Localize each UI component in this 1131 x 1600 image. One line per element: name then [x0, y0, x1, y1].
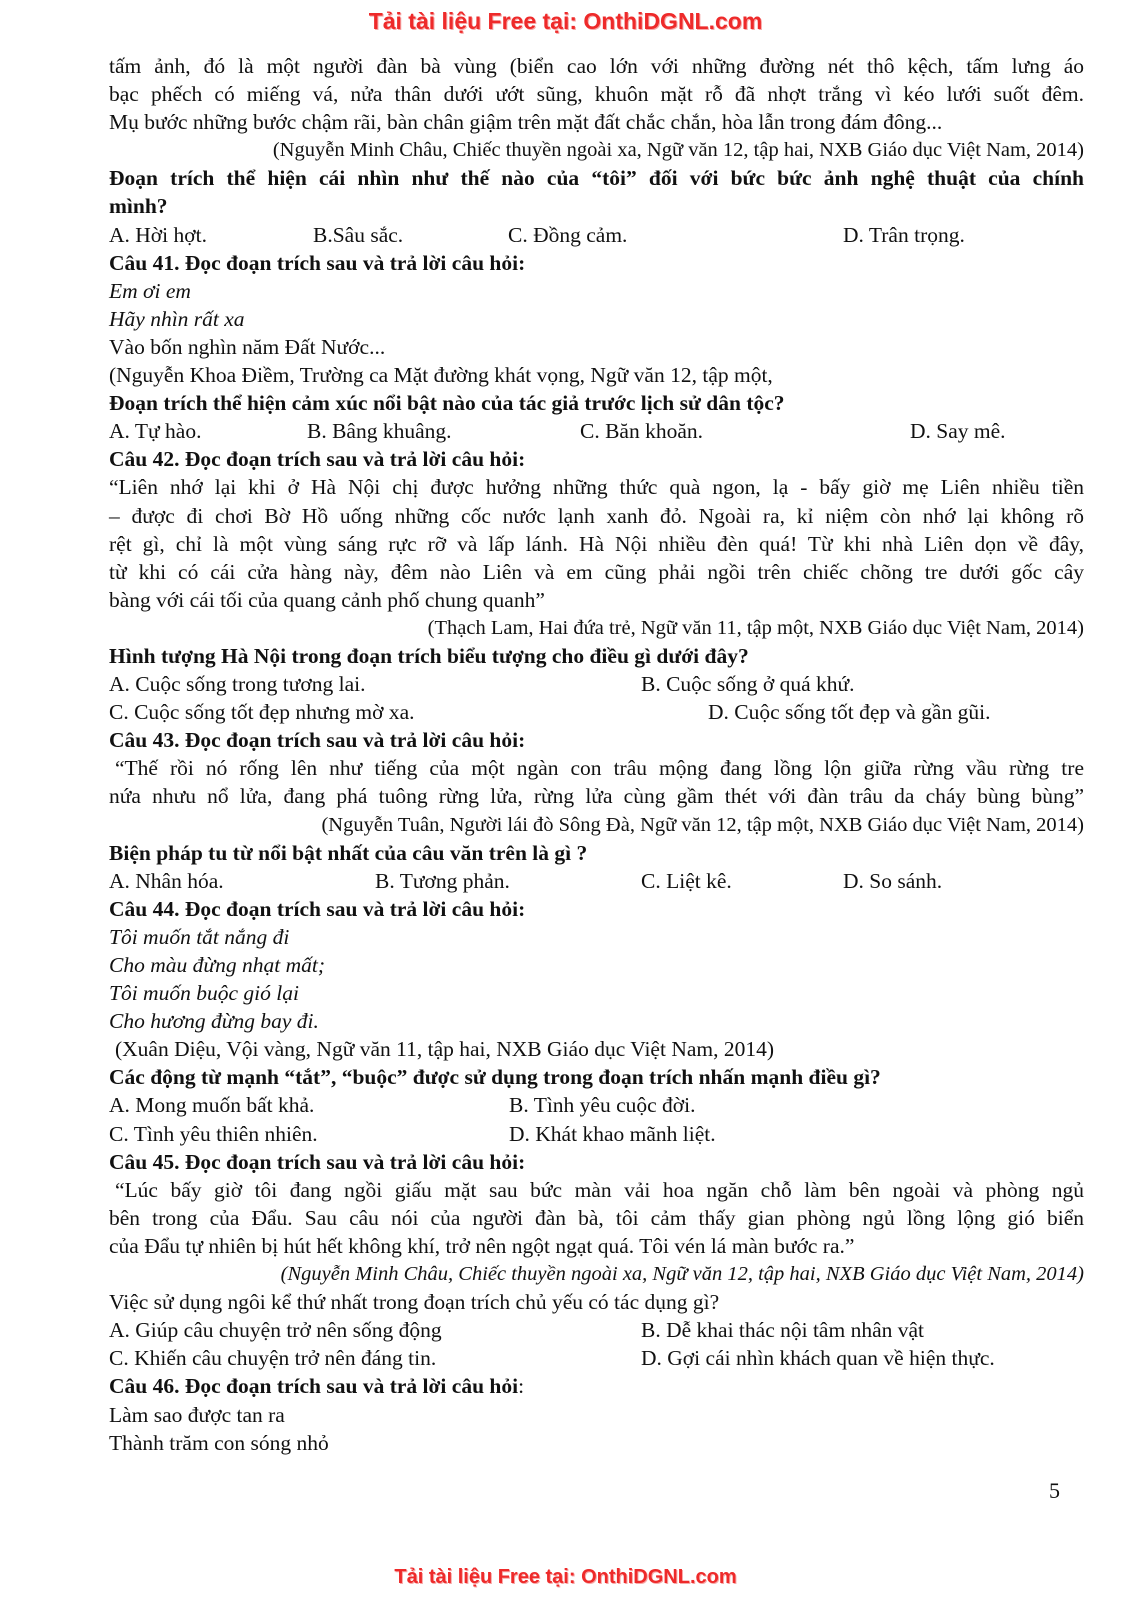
question-header: Câu 44. Đọc đoạn trích sau và trả lời câu hỏi:: [109, 896, 526, 921]
source-banner-top[interactable]: Tải tài liệu Free tại: OnthiDGNL.com: [368, 8, 763, 34]
poem-line: Cho màu đừng nhạt mất;: [109, 953, 325, 977]
option-a[interactable]: A. Nhân hóa.: [109, 868, 224, 893]
option-d[interactable]: D. Say mê.: [910, 419, 1006, 444]
option-b[interactable]: B. Dễ khai thác nội tâm nhân vật: [641, 1318, 925, 1343]
question-header: Câu 41. Đọc đoạn trích sau và trả lời câu hỏi:: [109, 250, 526, 275]
passage-line: bên trong của Đẩu. Sau câu nói của người đàn bà, tôi cảm thấy gian phòng ngủ lồng lộng gió biển: [109, 1205, 1084, 1230]
answer-options: [109, 867, 1084, 895]
option-b[interactable]: B.Sâu sắc.: [313, 222, 404, 247]
answer-options: [109, 1344, 1084, 1372]
option-d[interactable]: D. Gợi cái nhìn khách quan về hiện thực.: [641, 1346, 995, 1371]
question-header: [109, 1372, 1084, 1400]
citation: (Nguyễn Tuân, Người lái đò Sông Đà, Ngữ văn 12, tập một, NXB Giáo dục Việt Nam, 2014): [321, 813, 1084, 836]
poem-line: Thành trăm con sóng nhỏ: [109, 1430, 329, 1455]
question-text: Các động từ mạnh “tắt”, “buộc” được sử dụng trong đoạn trích nhấn mạnh điều gì?: [109, 1065, 881, 1090]
passage-line: bạc phếch có miếng vá, nửa thân dưới ướt sũng, khuôn mặt rỗ đã nhợt trắng vì kéo lưới suốt đêm.: [109, 82, 1084, 107]
poem-line: Em ơi em: [109, 278, 191, 303]
option-d[interactable]: D. Khát khao mãnh liệt.: [509, 1121, 716, 1146]
answer-options: [109, 221, 1084, 249]
exam-page: [109, 52, 1084, 1457]
option-c[interactable]: C. Băn khoăn.: [580, 419, 704, 444]
poem-line: Vào bốn nghìn năm Đất Nước...: [109, 334, 386, 359]
option-c[interactable]: C. Đồng cảm.: [508, 222, 628, 247]
question-text: Việc sử dụng ngôi kể thứ nhất trong đoạn trích chủ yếu có tác dụng gì?: [109, 1290, 720, 1315]
citation: (Thạch Lam, Hai đứa trẻ, Ngữ văn 11, tập một, NXB Giáo dục Việt Nam, 2014): [427, 616, 1084, 639]
option-a[interactable]: A. Tự hào.: [109, 419, 202, 444]
option-c[interactable]: C. Cuộc sống tốt đẹp nhưng mờ xa.: [109, 700, 415, 725]
poem-line: Cho hương đừng bay đi.: [109, 1009, 319, 1034]
citation: (Xuân Diệu, Vội vàng, Ngữ văn 11, tập hai, NXB Giáo dục Việt Nam, 2014): [115, 1037, 775, 1062]
poem-line: Tôi muốn tắt nắng đi: [109, 924, 290, 949]
poem-line: Hãy nhìn rất xa: [109, 306, 245, 331]
passage-line: từ khi có cái cửa hàng này, đêm nào Liên và em cũng phải ngồi trên chiếc chõng tre dưới gốc cây: [109, 559, 1084, 584]
option-a[interactable]: A. Hời hợt.: [109, 222, 207, 247]
passage-line: nứa nhưu nổ lửa, đang phá tuông rừng lửa, rừng lửa cùng gầm thét với đàn trâu da cháy bùng bùng”: [109, 784, 1084, 809]
passage-line: – được đi chơi Bờ Hồ uống những cốc nước lạnh xanh đỏ. Ngoài ra, kỉ niệm còn nhớ lại không rõ: [109, 503, 1084, 528]
answer-options: [109, 1091, 1084, 1119]
question-text: Hình tượng Hà Nội trong đoạn trích biểu tượng cho điều gì dưới đây?: [109, 643, 749, 668]
question-header: Câu 45. Đọc đoạn trích sau và trả lời câu hỏi:: [109, 1149, 526, 1174]
poem-line: Tôi muốn buộc gió lại: [109, 981, 299, 1006]
option-b[interactable]: B. Tương phản.: [375, 868, 510, 893]
passage-line: tấm ảnh, đó là một người đàn bà vùng (biển cao lớn với những đường nét thô kệch, tấm lưng áo: [109, 54, 1084, 78]
option-a[interactable]: A. Mong muốn bất khả.: [109, 1093, 315, 1118]
option-c[interactable]: C. Khiến câu chuyện trở nên đáng tin.: [109, 1346, 437, 1371]
option-d[interactable]: D. Trân trọng.: [843, 222, 965, 247]
citation: (Nguyễn Minh Châu, Chiếc thuyền ngoài xa, Ngữ văn 12, tập hai, NXB Giáo dục Việt Nam, 2014): [280, 1263, 1084, 1286]
question-header-label: Câu 46. Đọc đoạn trích sau và trả lời câu hỏi: [109, 1374, 519, 1399]
question-text: Đoạn trích thể hiện cái nhìn như thế nào của “tôi” đối với bức bức ảnh nghệ thuật của chính: [109, 166, 1084, 191]
question-header: Câu 42. Đọc đoạn trích sau và trả lời câu hỏi:: [109, 447, 526, 472]
question-text: Biện pháp tu từ nổi bật nhất của câu văn trên là gì ?: [109, 840, 588, 865]
option-b[interactable]: B. Tình yêu cuộc đời.: [509, 1093, 696, 1118]
option-d[interactable]: D. Cuộc sống tốt đẹp và gần gũi.: [708, 700, 991, 725]
answer-options: [109, 670, 1084, 698]
citation: (Nguyễn Khoa Điềm, Trường ca Mặt đường khát vọng, Ngữ văn 12, tập một,: [109, 363, 773, 388]
passage-line: rệt gì, chỉ là một vùng sáng rực rỡ và lấp lánh. Hà Nội nhiều đèn quá! Từ khi nhà Liên dọn về đây,: [109, 531, 1084, 556]
page-number: 5: [1049, 1478, 1060, 1503]
answer-options: [109, 698, 1084, 726]
option-b[interactable]: B. Cuộc sống ở quá khứ.: [641, 672, 855, 697]
answer-options: [109, 417, 1084, 445]
option-c[interactable]: C. Tình yêu thiên nhiên.: [109, 1121, 318, 1146]
passage-line: Mụ bước những bước chậm rãi, bàn chân giậm trên mặt đất chắc chắn, hòa lẫn trong đám đông...: [109, 110, 943, 135]
option-a[interactable]: A. Cuộc sống trong tương lai.: [109, 672, 366, 697]
passage-line: “Lúc bấy giờ tôi đang ngồi giấu mặt sau bức màn vải hoa ngăn chỗ làm bên ngoài và phòng ngủ: [115, 1177, 1084, 1202]
option-c[interactable]: C. Liệt kê.: [641, 868, 732, 893]
poem-line: Làm sao được tan ra: [109, 1402, 285, 1427]
passage-line: “Liên nhớ lại khi ở Hà Nội chị được hưởng những thức quà ngon, lạ - bấy giờ mẹ Liên nhiều tiền: [109, 475, 1084, 500]
option-d[interactable]: D. So sánh.: [843, 868, 943, 893]
citation: (Nguyễn Minh Châu, Chiếc thuyền ngoài xa, Ngữ văn 12, tập hai, NXB Giáo dục Việt Nam, 2014): [272, 139, 1084, 162]
question-header-colon: :: [518, 1374, 525, 1399]
passage-line: của Đẩu tự nhiên bị hút hết không khí, trở nên ngột ngạt quá. Tôi vén lá màn bước ra.”: [109, 1233, 855, 1258]
question-text: mình?: [109, 194, 168, 219]
source-banner-bottom[interactable]: Tải tài liệu Free tại: OnthiDGNL.com: [394, 1566, 737, 1588]
answer-options: [109, 1316, 1084, 1344]
question-header: Câu 43. Đọc đoạn trích sau và trả lời câu hỏi:: [109, 728, 526, 753]
question-text: Đoạn trích thể hiện cảm xúc nổi bật nào của tác giả trước lịch sử dân tộc?: [109, 391, 785, 416]
answer-options: [109, 1120, 1084, 1148]
passage-line: “Thế rồi nó rống lên như tiếng của một ngàn con trâu mộng đang lồng lộn giữa rừng vầu rừng tre: [115, 756, 1084, 781]
passage-line: bàng với cái tối của quang cảnh phố chung quanh”: [109, 587, 545, 612]
option-b[interactable]: B. Bâng khuâng.: [307, 419, 452, 444]
option-a[interactable]: A. Giúp câu chuyện trở nên sống động: [109, 1318, 442, 1343]
